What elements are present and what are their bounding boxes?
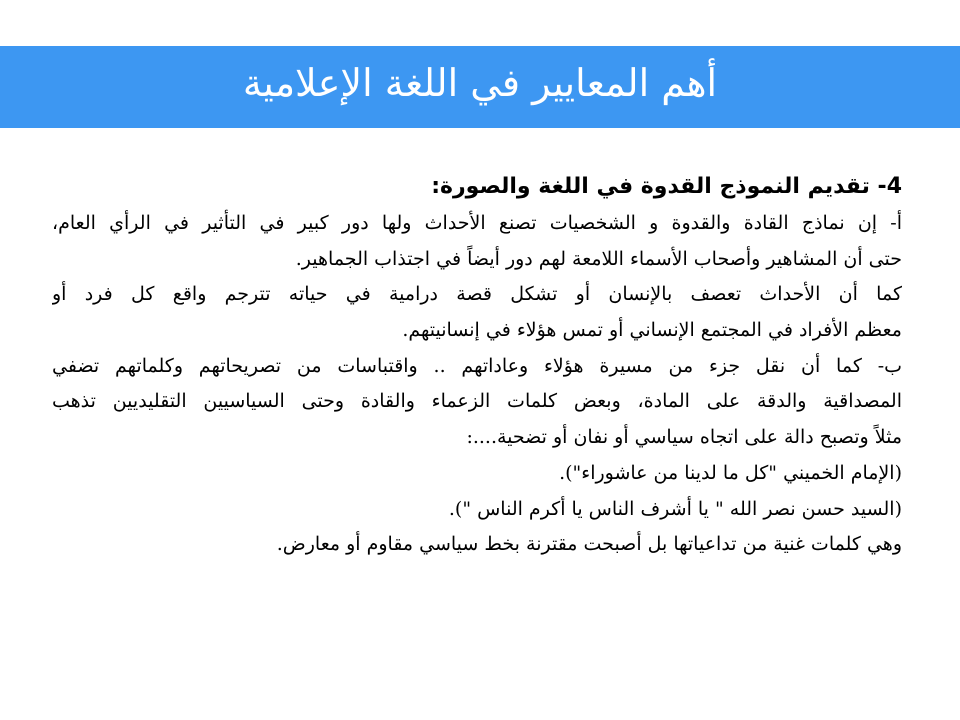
slide-title: أهم المعايير في اللغة الإعلامية <box>242 61 718 105</box>
body-line-10: وهي كلمات غنية من تداعياتها بل أصبحت مقترنة بخط سياسي مقاوم أو معارض. <box>276 533 902 556</box>
body-line-5: ب- كما أن نقل جزء من مسيرة هؤلاء وعاداتهم .. واقتباسات من تصريحاتهم وكلماتهم تضفي <box>52 354 902 377</box>
section-heading: 4- تقديم النموذج القدوة في اللغة والصورة: <box>431 174 902 199</box>
slide-content <box>52 168 902 563</box>
body-line-8: (الإمام الخميني "كل ما لدينا من عاشوراء"). <box>559 461 902 484</box>
title-band <box>0 46 960 128</box>
body-line-6: المصداقية والدقة على المادة، وبعض كلمات الزعماء والقادة وحتى السياسيين التقليديين تذهب <box>52 390 902 413</box>
body-line-9: (السيد حسن نصر الله " يا أشرف الناس يا أكرم الناس "). <box>448 497 902 520</box>
body-line-4: معظم الأفراد في المجتمع الإنساني أو تمس هؤلاء في إنسانيتهم. <box>402 319 902 342</box>
body-line-2: حتى أن المشاهير وأصحاب الأسماء اللامعة لهم دور أيضاً في اجتذاب الجماهير. <box>295 247 902 270</box>
body-line-7: مثلاً وتصبح دالة على اتجاه سياسي أو نفان أو تضحية....: <box>466 426 902 449</box>
body-line-1: أ- إن نماذج القادة والقدوة و الشخصيات تصنع الأحداث ولها دور كبير في التأثير في الرأي العام، <box>52 212 902 234</box>
body-line-3: كما أن الأحداث تعصف بالإنسان أو تشكل قصة درامية في حياته تترجم واقع كل فرد أو <box>52 283 902 306</box>
